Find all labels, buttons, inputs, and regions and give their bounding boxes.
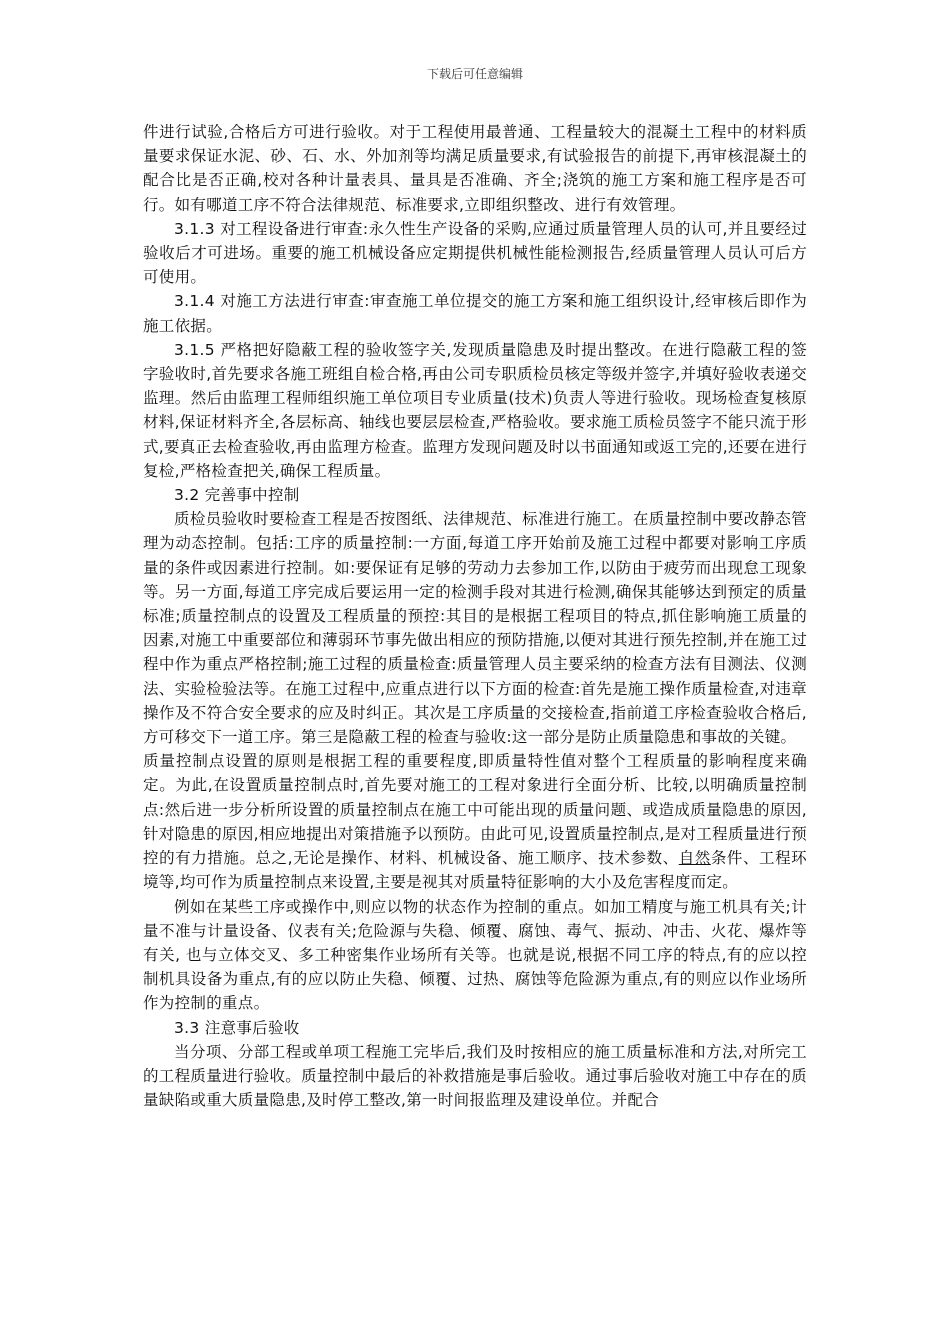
page-header-note: 下载后可任意编辑	[426, 67, 523, 81]
paragraph-3-1-3: 3.1.3 对工程设备进行审查:永久性生产设备的采购,应通过质量管理人员的认可,并且要经过验收后才可进场。重要的施工机械设备应定期提供机械性能检测报告,经质量管理人员认可后方可使用。	[143, 219, 807, 287]
section-heading-3-2: 3.2 完善事中控制	[174, 486, 300, 505]
paragraph-3-1-4: 3.1.4 对施工方法进行审查:审查施工单位提交的施工方案和施工组织设计,经审核后即作为施工依据。	[143, 292, 807, 335]
underlined-word: 自然	[678, 849, 711, 868]
paragraph-control-points	[143, 749, 807, 894]
section-heading-3-3: 3.3 注意事后验收	[174, 1018, 300, 1037]
paragraph-control-points-part2: 条件、工程环境等,均可作为质量控制点来设置,主要是视其对质量特征影响的大小及危害程度而定。	[143, 849, 807, 892]
paragraph-control-points-part1: 质量控制点设置的原则是根据工程的重要程度,即质量特性值对整个工程质量的影响程度来确定。为此,在设置质量控制点时,首先要对施工的工程对象进行全面分析、比较,以明确质量控制点:然后进一步分析所设置的质量控制点在施工中可能出现的质量问题、或造成质量隐患的原因,针对隐患的原因,相应地提出对策措施予以预防。由此可见,设置质量控制点,是对工程质量进行预控的有力措施。总之,无论是操作、材料、机械设备、施工顺序、技术参数、	[143, 752, 807, 868]
document-body	[143, 120, 807, 1112]
paragraph-control-focus-example: 例如在某些工序或操作中,则应以物的状态作为控制的重点。如加工精度与施工机具有关;计量不准与计量设备、仪表有关;危险源与失稳、倾覆、腐蚀、毒气、振动、冲击、火花、爆炸等有关, 也与立体交叉、多工种密集作业场所有关等。也就是说,根据不同工序的特点,有的应以控制机具设备为重点,有的应以防止失稳、倾覆、过热、腐蚀等危险源为重点,有的则应以作业场所作为控制的重点。	[143, 897, 807, 1013]
paragraph-post-acceptance: 当分项、分部工程或单项工程施工完毕后,我们及时按相应的施工质量标准和方法,对所完工的工程质量进行验收。质量控制中最后的补救措施是事后验收。通过事后验收对施工中存在的质量缺陷或重大质量隐患,及时停工整改,第一时间报监理及建设单位。并配合	[143, 1042, 807, 1110]
paragraph-in-process-control: 质检员验收时要检查工程是否按图纸、法律规范、标准进行施工。在质量控制中要改静态管理为动态控制。包括:工序的质量控制:一方面,每道工序开始前及施工过程中都要对影响工序质量的条件或因素进行控制。如:要保证有足够的劳动力去参加工作,以防由于疲劳而出现怠工现象等。另一方面,每道工序完成后要运用一定的检测手段对其进行检测,确保其能够达到预定的质量标准;质量控制点的设置及工程质量的预控:其目的是根据工程项目的特点,抓住影响施工质量的因素,对施工中重要部位和薄弱环节事先做出相应的预防措施,以便对其进行预先控制,并在施工过程中作为重点严格控制;施工过程的质量检查:质量管理人员主要采纳的检查方法有目测法、仪测法、实验检验法等。在施工过程中,应重点进行以下方面的检查:首先是施工操作质量检查,对违章操作及不符合安全要求的应及时纠正。其次是工序质量的交接检查,指前道工序检查验收合格后,方可移交下一道工序。第三是隐蔽工程的检查与验收:这一部分是防止质量隐患和事故的关键。	[143, 510, 807, 747]
paragraph-3-1-5: 3.1.5 严格把好隐蔽工程的验收签字关,发现质量隐患及时提出整改。在进行隐蔽工程的签字验收时,首先要求各施工班组自检合格,再由公司专职质检员核定等级并签字,并填好验收表递交监理。然后由监理工程师组织施工单位项目专业质量(技术)负责人等进行验收。现场检查复核原材料,保证材料齐全,各层标高、轴线也要层层检查,严格验收。要求施工质检员签字不能只流于形式,要真正去检查验收,再由监理方检查。监理方发现问题及时以书面通知或返工完的,还要在进行复检,严格检查把关,确保工程质量。	[143, 340, 807, 480]
paragraph-materials-check: 件进行试验,合格后方可进行验收。对于工程使用最普通、工程量较大的混凝土工程中的材料质量要求保证水泥、砂、石、水、外加剂等均满足质量要求,有试验报告的前提下,再审核混凝土的配合比是否正确,校对各种计量表具、量具是否准确、齐全;浇筑的施工方案和施工程序是否可行。如有哪道工序不符合法律规范、标准要求,立即组织整改、进行有效管理。	[143, 123, 807, 214]
